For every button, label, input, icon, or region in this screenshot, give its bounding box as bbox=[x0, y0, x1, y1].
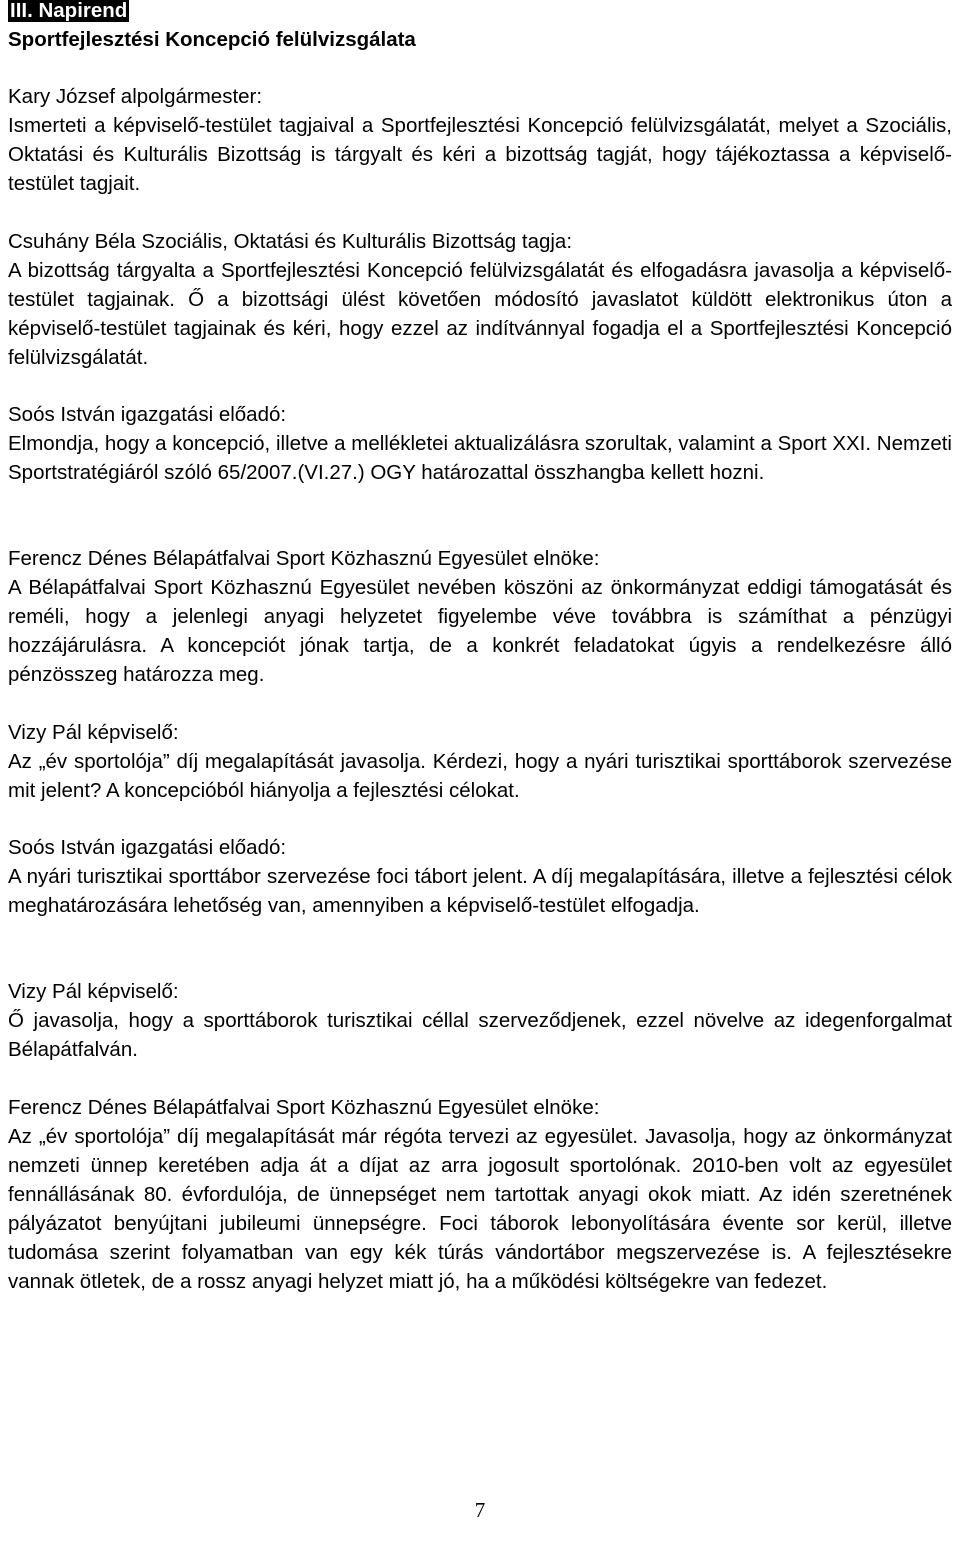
agenda-heading bbox=[8, 0, 416, 54]
section-text: Ismerteti a képviselő-testület tagjaival a Sportfejlesztési Koncepció felülvizsgálatát, melyet a Szociális, Oktatási és Kulturális Bizottság is tárgyalt és kéri a bizottság tagját, hogy tájékoztassa a képviselő-testület tagjait. bbox=[8, 114, 952, 195]
section-4 bbox=[8, 544, 952, 689]
section-6 bbox=[8, 833, 952, 920]
section-text: Az „év sportolója” díj megalapítását javasolja. Kérdezi, hogy a nyári turisztikai sporttáborok szervezése mit jelent? A koncepcióból hiányolja a fejlesztési célokat. bbox=[8, 750, 952, 802]
section-text: Ő javasolja, hogy a sporttáborok turisztikai céllal szerveződjenek, ezzel növelve az idegenforgalmat Bélapátfalván. bbox=[8, 1009, 952, 1061]
section-8 bbox=[8, 1093, 952, 1296]
section-1 bbox=[8, 82, 952, 198]
section-text: Elmondja, hogy a koncepció, illetve a mellékletei aktualizálásra szorultak, valamint a Sport XXI. Nemzeti Sportstratégiáról szóló 65/2007.(VI.27.) OGY határozattal összhangba kellett hozni. bbox=[8, 432, 952, 484]
speaker-label: Soós István igazgatási előadó: bbox=[8, 836, 287, 859]
section-text: A nyári turisztikai sporttábor szervezése foci tábort jelent. A díj megalapítására, illetve a fejlesztési célok meghatározására lehetőség van, amennyiben a képviselő-testület elfogadja. bbox=[8, 865, 952, 917]
section-text: A Bélapátfalvai Sport Közhasznú Egyesület nevében köszöni az önkormányzat eddigi támogatását és reméli, hogy a jelenlegi anyagi helyzetet figyelembe véve továbbra is számíthat a pénzügyi hozzájárulásra. A koncepciót jónak tartja, de a konkrét feladatokat úgyis a rendelkezésre álló pénzösszeg határozza meg. bbox=[8, 576, 952, 686]
agenda-label: III. Napirend bbox=[10, 0, 128, 22]
section-3 bbox=[8, 400, 952, 487]
page-number: 7 bbox=[474, 1498, 486, 1522]
speaker-label: Kary József alpolgármester: bbox=[8, 85, 263, 108]
speaker-label: Ferencz Dénes Bélapátfalvai Sport Közhasznú Egyesület elnöke: bbox=[8, 1096, 600, 1119]
speaker-label: Soós István igazgatási előadó: bbox=[8, 403, 287, 426]
speaker-label: Ferencz Dénes Bélapátfalvai Sport Közhasznú Egyesület elnöke: bbox=[8, 547, 600, 570]
speaker-label: Vizy Pál képviselő: bbox=[8, 721, 179, 744]
section-2 bbox=[8, 227, 952, 372]
section-text: Az „év sportolója” díj megalapítását már régóta tervezi az egyesület. Javasolja, hogy az önkormányzat nemzeti ünnep keretében adja át a díjat az arra jogosult sportolónak. 2010-ben volt az egyesület fennállásának 80. évfordulója, de ünnepséget nem tartottak anyagi okok miatt. Az idén szeretnének pályázatot benyújtani jubileumi ünnepségre. Foci táborok lebonyolítására évente sor kerül, illetve tudomása szerint folyamatban van egy kék túrás vándortábor megszervezése is. A fejlesztésekre vannak ötletek, de a rossz anyagi helyzet miatt jó, ha a működési költségekre van fedezet. bbox=[8, 1125, 952, 1293]
section-5 bbox=[8, 718, 952, 805]
section-text: A bizottság tárgyalta a Sportfejlesztési Koncepció felülvizsgálatát és elfogadásra javasolja a képviselő-testület tagjainak. Ő a bizottsági ülést követően módosító javaslatot küldött elektronikus úton a képviselő-testület tagjainak és kéri, hogy ezzel az indítvánnyal fogadja el a Sportfejlesztési Koncepció felülvizsgálatát. bbox=[8, 259, 952, 369]
agenda-title: Sportfejlesztési Koncepció felülvizsgálata bbox=[8, 28, 416, 51]
speaker-label: Csuhány Béla Szociális, Oktatási és Kulturális Bizottság tagja: bbox=[8, 230, 573, 253]
section-7 bbox=[8, 977, 952, 1064]
speaker-label: Vizy Pál képviselő: bbox=[8, 980, 179, 1003]
